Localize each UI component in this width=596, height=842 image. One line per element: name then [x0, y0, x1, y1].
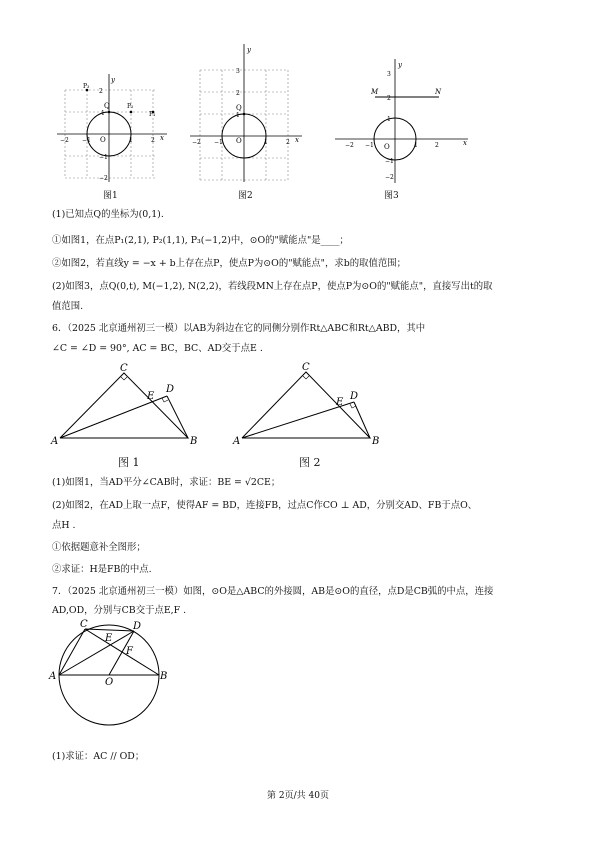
text-line: 7．（2025 北京通州初三一模）如图，⊙O是△ABC的外接圆，AB是⊙O的直径，点D是CB弧的中点，连接: [52, 586, 494, 597]
svg-text:C: C: [120, 363, 128, 374]
svg-text:N: N: [435, 88, 442, 96]
svg-text:Q: Q: [104, 102, 110, 110]
svg-text:−2: −2: [192, 139, 201, 146]
svg-text:2: 2: [151, 137, 155, 144]
text-line: 点H .: [52, 520, 76, 531]
svg-text:E: E: [105, 633, 113, 644]
svg-text:−2: −2: [60, 137, 69, 144]
svg-text:A: A: [51, 436, 59, 447]
svg-text:E: E: [147, 391, 155, 402]
svg-text:2: 2: [286, 139, 290, 146]
svg-text:C: C: [302, 362, 310, 373]
figure-1-caption: 图1: [103, 191, 118, 201]
svg-text:1: 1: [236, 112, 240, 119]
svg-text:O: O: [384, 143, 390, 151]
svg-text:P₁: P₁: [149, 111, 156, 118]
svg-text:B: B: [160, 671, 168, 682]
text-line: ①如图1，在点P₁(2,1), P₂(1,1), P₃(−1,2)中，⊙O的"赋能点"是____；: [52, 235, 349, 246]
svg-text:2: 2: [236, 90, 240, 97]
q6-figure-1-caption: 图 1: [118, 456, 140, 469]
figure-1-coordinate-grid: [55, 70, 175, 185]
svg-text:D: D: [166, 384, 175, 395]
svg-text:A: A: [233, 436, 241, 447]
text-line: AD,OD，分别与CB交于点E,F .: [52, 605, 187, 616]
page-footer: 第 2页/共 40页: [267, 791, 329, 801]
svg-text:E: E: [336, 397, 344, 408]
svg-text:x: x: [295, 136, 299, 144]
svg-text:1: 1: [414, 142, 418, 149]
text-line: ②求证：H是FB的中点.: [52, 564, 152, 575]
figure-2-caption: 图2: [238, 191, 253, 201]
svg-text:y: y: [398, 61, 402, 69]
svg-text:2: 2: [387, 95, 391, 102]
svg-text:B: B: [190, 436, 198, 447]
text-line: 值范围.: [52, 301, 84, 312]
figure-3-caption: 图3: [384, 191, 399, 201]
figure-3-coordinate-axes: [335, 55, 470, 185]
svg-text:O: O: [100, 136, 106, 144]
svg-text:−2: −2: [345, 142, 354, 149]
svg-text:1: 1: [387, 116, 391, 123]
svg-text:P₃: P₃: [83, 83, 90, 90]
svg-text:O: O: [236, 137, 242, 145]
figure-2-coordinate-grid: [185, 42, 310, 182]
text-line: ∠C = ∠D = 90°, AC = BC，BC、AD交于点E .: [52, 343, 263, 354]
svg-text:1: 1: [264, 139, 268, 146]
svg-text:B: B: [372, 436, 380, 447]
svg-text:3: 3: [236, 68, 240, 75]
svg-text:2: 2: [435, 142, 439, 149]
svg-text:2: 2: [99, 88, 103, 95]
svg-text:x: x: [160, 134, 164, 142]
svg-text:3: 3: [387, 71, 391, 78]
svg-text:−2: −2: [385, 174, 394, 181]
text-line: (2)如图2，在AD上取一点F，使得AF = BD，连接FB，过点C作CO ⊥ AD，分别交AD、FB于点O、: [52, 500, 478, 511]
text-line: ①依据题意补全图形；: [52, 542, 146, 553]
svg-text:F: F: [126, 646, 133, 657]
q7-figure-circle: [48, 618, 178, 738]
text-line: (2)如图3，点Q(0,t), M(−1,2), N(2,2)，若线段MN上存在点P，使点P为⊙O的"赋能点"，直接写出t的取: [52, 281, 493, 292]
svg-text:−2: −2: [99, 175, 108, 182]
svg-text:1: 1: [101, 110, 105, 117]
svg-text:1: 1: [129, 137, 133, 144]
svg-text:−1: −1: [99, 154, 108, 161]
text-line: (1)如图1，当AD平分∠CAB时，求证：BE = √2CE；: [52, 477, 281, 488]
text-line: ②如图2，若直线y = −x + b上存在点P，使点P为⊙O的"赋能点"，求b的取值范围；: [52, 258, 406, 269]
svg-text:A: A: [49, 671, 57, 682]
svg-text:P₂: P₂: [127, 103, 134, 110]
svg-text:C: C: [80, 619, 88, 630]
svg-text:D: D: [133, 621, 142, 632]
text-line: 6．（2025 北京通州初三一模）以AB为斜边在它的同侧分别作Rt△ABC和Rt△ABD，其中: [52, 323, 426, 334]
svg-text:−1: −1: [82, 137, 91, 144]
svg-text:−1: −1: [214, 139, 223, 146]
svg-text:O: O: [105, 677, 114, 688]
svg-text:−1: −1: [365, 142, 374, 149]
svg-text:M: M: [371, 88, 379, 96]
q6-figure-2-caption: 图 2: [299, 456, 321, 469]
svg-text:−1: −1: [385, 158, 394, 165]
q6-figure-2-triangle: [232, 362, 392, 452]
q6-figure-1-triangle: [50, 362, 210, 452]
text-line: (1)已知点Q的坐标为(0,1).: [52, 209, 164, 220]
svg-text:y: y: [111, 76, 115, 84]
svg-text:y: y: [247, 46, 251, 54]
text-line: (1)求证：AC // OD；: [52, 751, 145, 762]
svg-text:D: D: [350, 391, 359, 402]
svg-text:x: x: [463, 139, 467, 147]
svg-text:Q: Q: [236, 104, 242, 112]
